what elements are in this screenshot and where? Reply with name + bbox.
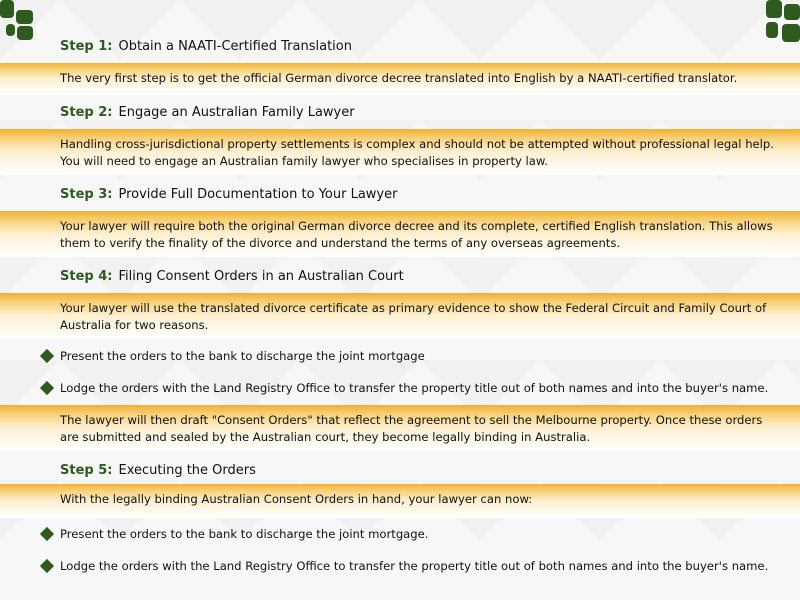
list-item	[0, 378, 800, 398]
step-number: Step 3:	[60, 186, 113, 202]
step-4-after: The lawyer will then draft "Consent Orders" that reflect the agreement to sell the Melbourne property. Once these orders are submitted and sealed by the Australian court, they become legally binding in Australia.	[0, 405, 800, 451]
step-3-heading	[0, 184, 800, 204]
step-title: Executing the Orders	[118, 462, 256, 478]
step-5-body: With the legally binding Australian Consent Orders in hand, your lawyer can now:	[0, 484, 800, 518]
step-4-body: Your lawyer will use the translated divorce certificate as primary evidence to show the Federal Circuit and Family Court of Australia for two reasons.	[0, 293, 800, 339]
step-title: Engage an Australian Family Lawyer	[118, 104, 355, 120]
bullet-text: Lodge the orders with the Land Registry Office to transfer the property title out of both names and into the buyer's name.	[60, 559, 769, 573]
step-number: Step 4:	[60, 268, 113, 284]
diamond-bullet-icon	[40, 381, 54, 395]
step-2-heading	[0, 102, 800, 122]
step-number: Step 2:	[60, 104, 113, 120]
list-item	[0, 524, 800, 544]
list-item	[0, 556, 800, 576]
bullet-text: Present the orders to the bank to discharge the joint mortgage.	[60, 527, 429, 541]
list-item	[0, 346, 800, 366]
step-number: Step 1:	[60, 38, 113, 54]
step-1-heading	[0, 36, 800, 56]
diamond-bullet-icon	[40, 527, 54, 541]
step-2-body: Handling cross-jurisdictional property settlements is complex and should not be attempted without professional legal help. You will need to engage an Australian family lawyer who specialises in property law.	[0, 129, 800, 175]
step-title: Filing Consent Orders in an Australian Court	[118, 268, 404, 284]
bullet-text: Lodge the orders with the Land Registry Office to transfer the property title out of both names and into the buyer's name.	[60, 381, 769, 395]
step-title: Provide Full Documentation to Your Lawyer	[118, 186, 398, 202]
step-number: Step 5:	[60, 462, 113, 478]
step-3-body: Your lawyer will require both the original German divorce decree and its complete, certified English translation. This allows them to verify the finality of the divorce and understand the terms of any overseas agreements.	[0, 211, 800, 257]
diamond-bullet-icon	[40, 559, 54, 573]
bullet-text: Present the orders to the bank to discharge the joint mortgage	[60, 349, 425, 363]
step-5-heading	[0, 460, 800, 480]
step-title: Obtain a NAATI-Certified Translation	[118, 38, 352, 54]
step-4-heading	[0, 266, 800, 286]
step-1-body: The very first step is to get the official German divorce decree translated into English by a NAATI-certified translator.	[0, 63, 800, 95]
diamond-bullet-icon	[40, 349, 54, 363]
